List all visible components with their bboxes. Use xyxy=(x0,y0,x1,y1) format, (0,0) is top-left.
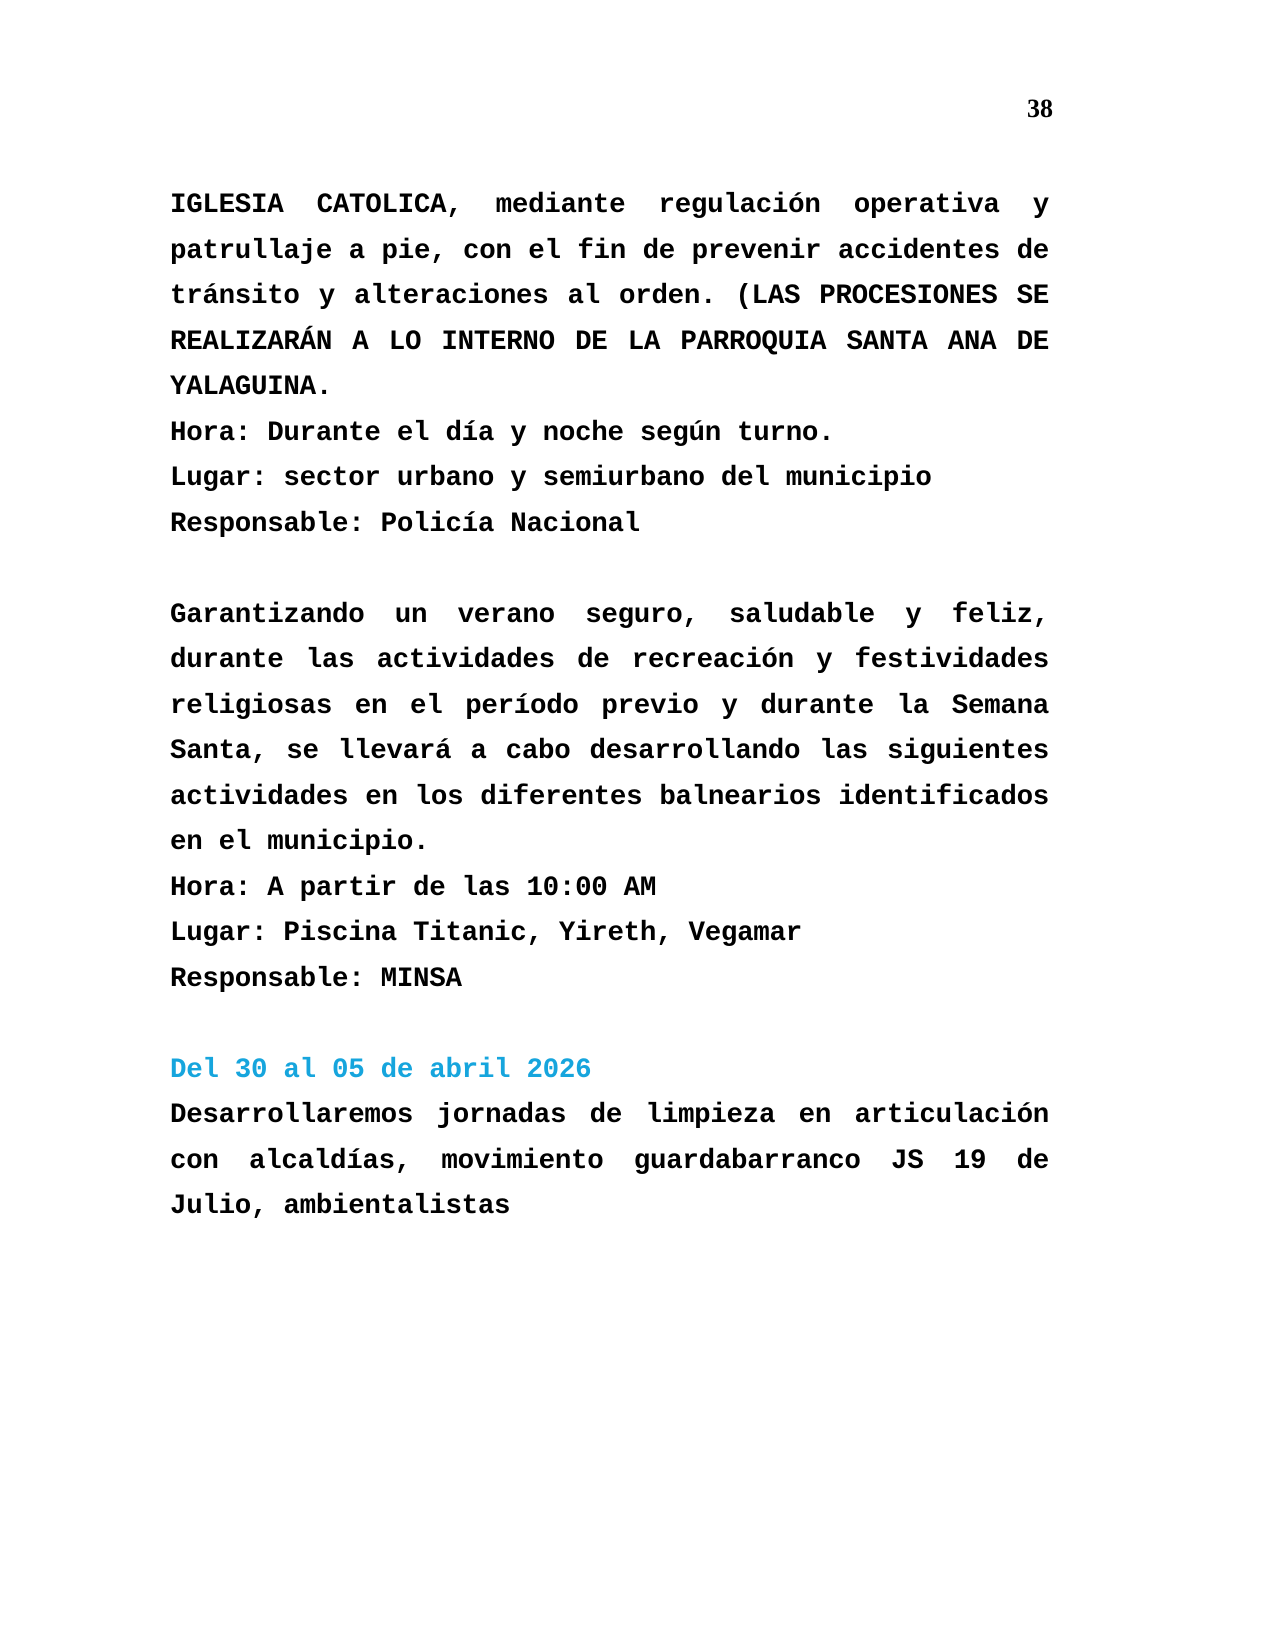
field-lugar-balnearios: Lugar: Piscina Titanic, Yireth, Vegamar xyxy=(170,918,802,949)
page-number: 38 xyxy=(1027,94,1053,123)
field-hora-balnearios: Hora: A partir de las 10:00 AM xyxy=(170,872,657,904)
document-body xyxy=(170,183,1049,1230)
paragraph-jornadas-limpieza: Desarrollaremos jornadas de limpieza en articulación con alcaldías, movimiento guardabarranco JS 19 de Julio, ambientalistas xyxy=(170,1100,1049,1222)
field-lugar-procesiones: Lugar: sector urbano y semiurbano del municipio xyxy=(170,463,932,494)
paragraph-spacer xyxy=(170,1002,1049,1048)
field-hora-procesiones: Hora: Durante el día y noche según turno. xyxy=(170,417,835,449)
field-responsable-balnearios: Responsable: MINSA xyxy=(170,963,462,995)
heading-date-range: Del 30 al 05 de abril 2026 xyxy=(170,1054,592,1086)
field-responsable-procesiones: Responsable: Policía Nacional xyxy=(170,508,640,540)
paragraph-spacer xyxy=(170,547,1049,593)
paragraph-verano-seguro: Garantizando un verano seguro, saludable y feliz, durante las actividades de recreación y festividades religiosas en el período previo y durante la Semana Santa, se llevará a cabo desarrollando las siguientes actividades en los diferentes balnearios identificados en el municipio. xyxy=(170,599,1049,858)
paragraph-procesiones: IGLESIA CATOLICA, mediante regulación operativa y patrullaje a pie, con el fin de prevenir accidentes de tránsito y alteraciones al orden. (LAS PROCESIONES SE REALIZARÁN A LO INTERNO DE LA PARROQUIA SANTA ANA DE YALAGUINA. xyxy=(170,190,1049,403)
